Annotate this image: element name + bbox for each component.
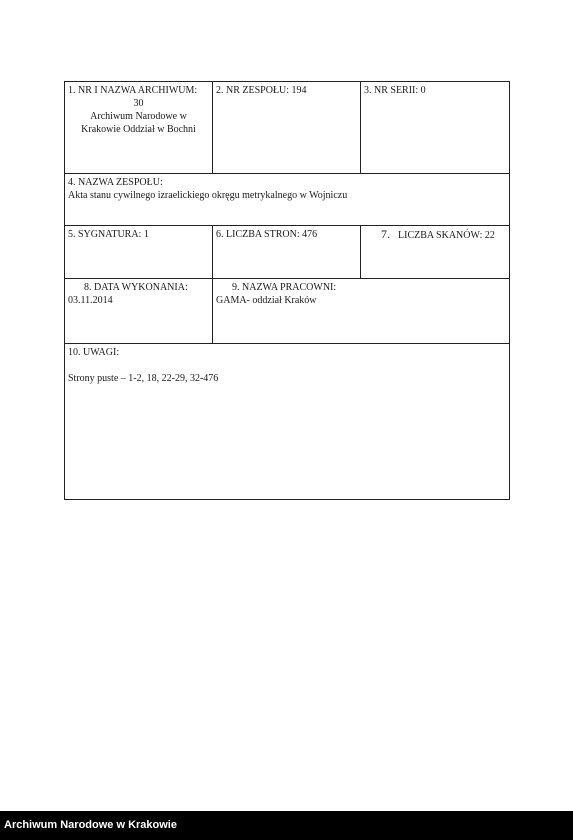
scans-count: LICZBA SKANÓW: 22	[398, 230, 495, 241]
footer-bar	[0, 811, 573, 840]
date-label: 8. DATA WYKONANIA:	[84, 282, 188, 293]
notes-label: 10. UWAGI:	[68, 347, 120, 358]
archive-cell	[65, 82, 213, 173]
date-cell	[65, 279, 213, 343]
scans-number: 7.	[381, 227, 390, 241]
archive-label: 1. NR I NAZWA ARCHIWUM:	[68, 85, 198, 96]
metadata-form	[64, 81, 510, 500]
footer-text: Archiwum Narodowe w Krakowie	[4, 819, 177, 831]
form-row-1	[65, 82, 509, 174]
date-value: 03.11.2014	[68, 295, 113, 306]
fond-name-label: 4. NAZWA ZESPOŁU:	[68, 177, 163, 188]
pages-count: 6. LICZBA STRON: 476	[216, 229, 318, 240]
scans-cell	[361, 226, 509, 278]
signature: 5. SYGNATURA: 1	[68, 229, 149, 240]
form-row-2	[65, 174, 509, 226]
archive-number: 30	[133, 98, 144, 109]
form-row-4	[65, 279, 509, 344]
series-number-cell	[361, 82, 509, 173]
fond-number-cell	[213, 82, 361, 173]
form-row-5	[65, 344, 509, 501]
form-row-3	[65, 226, 509, 279]
archive-name-line2: Krakowie Oddział w Bochni	[81, 124, 196, 135]
archive-name-line1: Archiwum Narodowe w	[90, 111, 187, 122]
series-number: 3. NR SERII: 0	[364, 85, 426, 96]
fond-number: 2. NR ZESPOŁU: 194	[216, 85, 307, 96]
fond-name-value: Akta stanu cywilnego izraelickiego okręgu metrykalnego w Wojniczu	[68, 190, 348, 201]
signature-cell	[65, 226, 213, 278]
fond-name-cell	[65, 174, 509, 225]
pages-cell	[213, 226, 361, 278]
studio-value: GAMA- oddział Kraków	[216, 295, 317, 306]
notes-value: Strony puste – 1-2, 18, 22-29, 32-476	[68, 373, 219, 384]
studio-cell	[213, 279, 511, 343]
studio-label: 9. NAZWA PRACOWNI:	[232, 282, 337, 293]
notes-cell	[65, 344, 509, 501]
